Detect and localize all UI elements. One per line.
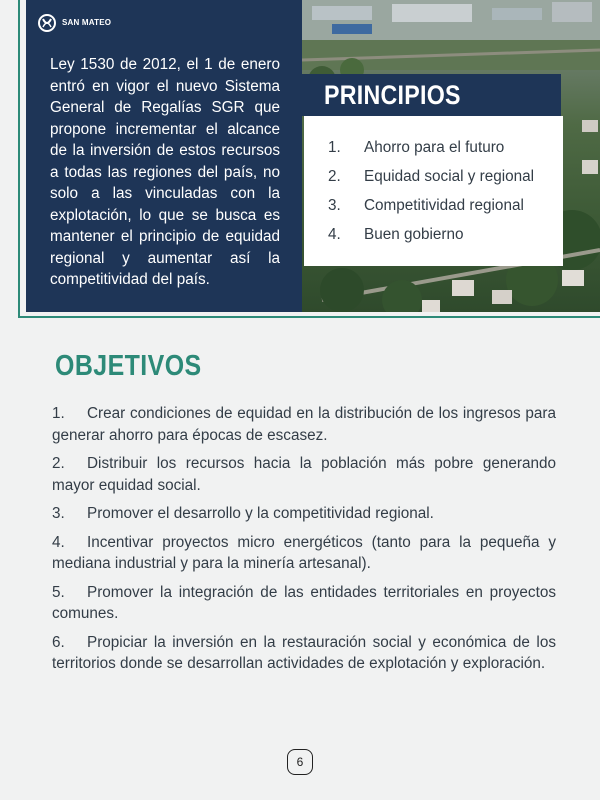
intro-block	[26, 0, 302, 312]
principio-number: 4.	[328, 226, 341, 243]
objetivo-number: 2.	[52, 455, 65, 472]
objetivo-text: Promover la integración de las entidades territoriales en proyectos comunes.	[52, 583, 556, 622]
principios-header	[298, 74, 561, 116]
principio-item	[304, 196, 563, 225]
objetivo-number: 5.	[52, 583, 65, 601]
principios-title: PRINCIPIOS	[324, 80, 461, 110]
objetivo-item	[52, 632, 556, 675]
principio-item	[304, 138, 563, 167]
objetivos-list	[52, 403, 556, 682]
objetivo-item	[52, 403, 556, 446]
san-mateo-logo	[36, 14, 111, 32]
objetivo-text: Distribuir los recursos hacia la población más pobre generando mayor equidad social.	[52, 455, 556, 494]
objetivo-number: 3.	[52, 505, 65, 522]
objetivo-item	[52, 453, 556, 496]
principio-item	[304, 167, 563, 196]
objetivo-number: 1.	[52, 405, 65, 422]
objetivo-text: Incentivar proyectos micro energéticos (tanto para la pequeña y mediana industrial y para la minería artesanal).	[52, 533, 556, 572]
objetivo-item	[52, 503, 556, 525]
principio-number: 1.	[328, 139, 341, 156]
page-number: 6	[287, 749, 313, 775]
logo-name: SAN MATEO	[62, 18, 112, 27]
principio-text: Buen gobierno	[364, 226, 464, 243]
principio-text: Ahorro para el futuro	[364, 139, 505, 156]
objetivo-text: Propiciar la inversión en la restauración social y económica de los territorios donde se desarrollan actividades de explotación y exploración.	[52, 633, 556, 672]
principio-number: 2.	[328, 168, 341, 185]
objetivo-item	[52, 532, 556, 575]
objetivo-number: 6.	[52, 633, 65, 651]
principios-list	[304, 116, 563, 266]
objetivo-text: Promover el desarrollo y la competitividad regional.	[87, 505, 434, 522]
principio-item	[304, 225, 563, 254]
objetivo-text: Crear condiciones de equidad en la distribución de los ingresos para generar ahorro para épocas de escasez.	[52, 405, 556, 444]
logo-text	[62, 19, 111, 27]
principio-text: Equidad social y regional	[364, 168, 535, 185]
objetivo-item	[52, 582, 556, 625]
principio-text: Competitividad regional	[364, 197, 524, 214]
logo-mark-icon	[36, 14, 58, 32]
principio-number: 3.	[328, 197, 341, 214]
objetivos-title: OBJETIVOS	[55, 350, 202, 382]
intro-text: Ley 1530 de 2012, el 1 de enero entró en vigor el nuevo Sistema General de Regalías SGR que propone incrementar el alcance de la inversión de estos recursos a todas las regiones del país, no solo a las vinculadas con la explotación, lo que se busca es mantener el principio de equidad regional y aumentar así la competitividad del país.	[50, 56, 280, 288]
objetivo-number: 4.	[52, 533, 65, 551]
